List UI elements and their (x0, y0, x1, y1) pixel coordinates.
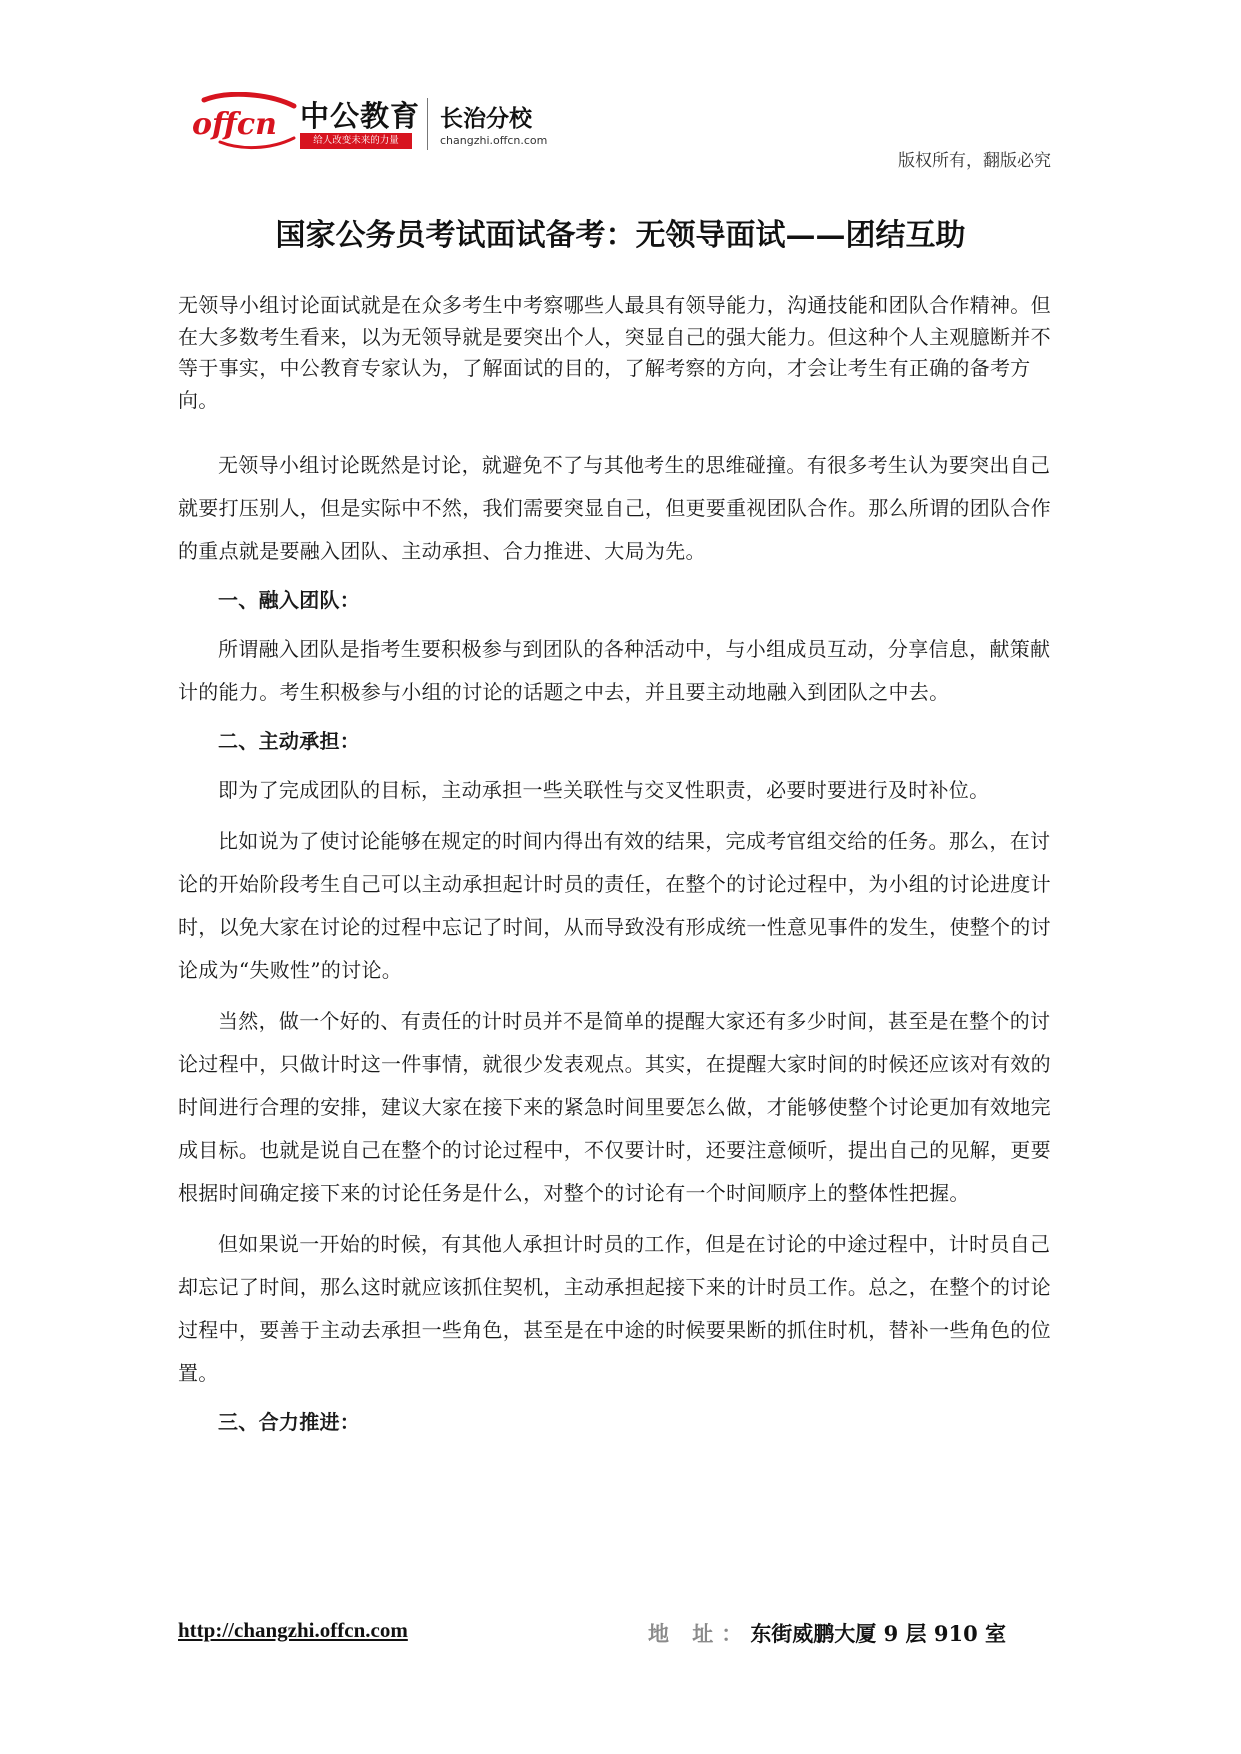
section-heading: 二、主动承担： (218, 729, 361, 753)
section-heading: 一、融入团队： (218, 588, 361, 612)
article-body (178, 290, 1060, 1450)
footer-address (648, 1618, 1006, 1648)
logo-slogan: 给人改变未来的力量 (300, 133, 412, 149)
section-heading: 三、合力推进： (218, 1410, 361, 1434)
page-footer (178, 1618, 1078, 1650)
footer-website-link[interactable]: http://changzhi.offcn.com (178, 1618, 408, 1642)
footer-address-value: 东街威鹏大厦 9 层 910 室 (750, 1621, 1007, 1646)
intro-paragraph: 无领导小组讨论面试就是在众多考生中考察哪些人最具有领导能力，沟通技能和团队合作精神。但在大多数考生看来，以为无领导就是要突出个人，突显自己的强大能力。但这种个人主观臆断并不等于事实，中公教育专家认为，了解面试的目的，了解考察的方向，才会让考生有正确的备考方向。 (178, 293, 1051, 412)
document-title: 国家公务员考试面试备考：无领导面试——团结互助 (275, 218, 966, 253)
body-paragraph: 但如果说一开始的时候，有其他人承担计时员的工作，但是在讨论的中途过程中，计时员自己却忘记了时间，那么这时就应该抓住契机，主动承担起接下来的计时员工作。总之，在整个的讨论过程中，要善于主动去承担一些角色，甚至是在中途的时候要果断的抓住时机，替补一些角色的位置。 (178, 1232, 1051, 1385)
branch-name: 长治分校 (440, 106, 532, 132)
body-paragraph: 当然，做一个好的、有责任的计时员并不是简单的提醒大家还有多少时间，甚至是在整个的讨论过程中，只做计时这一件事情，就很少发表观点。其实，在提醒大家时间的时候还应该对有效的时间进行合理的安排，建议大家在接下来的紧急时间里要怎么做，才能够使整个讨论更加有效地完成目标。也就是说自己在整个的讨论过程中，不仅要计时，还要注意倾听，提出自己的见解，更要根据时间确定接下来的讨论任务是什么，对整个的讨论有一个时间顺序上的整体性把握。 (178, 1009, 1051, 1205)
logo-brand-name: 中公教育 (300, 99, 421, 133)
body-paragraph: 比如说为了使讨论能够在规定的时间内得出有效的结果，完成考官组交给的任务。那么，在讨论的开始阶段考生自己可以主动承担起计时员的责任，在整个的讨论过程中，为小组的讨论进度计时，以免大家在讨论的过程中忘记了时间，从而导致没有形成统一性意见事件的发生，使整个的讨论成为“失败性”的讨论。 (178, 829, 1051, 982)
footer-address-label: 地 址： (648, 1621, 751, 1646)
body-paragraph: 即为了完成团队的目标，主动承担一些关联性与交叉性职责，必要时要进行及时补位。 (218, 778, 990, 802)
branch-url[interactable]: changzhi.offcn.com (440, 134, 548, 147)
body-paragraph: 所谓融入团队是指考生要积极参与到团队的各种活动中，与小组成员互动，分享信息，献策献计的能力。考生积极参与小组的讨论的话题之中去，并且要主动地融入到团队之中去。 (178, 637, 1051, 704)
body-paragraph: 无领导小组讨论既然是讨论，就避免不了与其他考生的思维碰撞。有很多考生认为要突出自己就要打压别人，但是实际中不然，我们需要突显自己，但更要重视团队合作。那么所谓的团队合作的重点就是要融入团队、主动承担、合力推进、大局为先。 (178, 453, 1051, 563)
svg-text:offcn: offcn (192, 107, 277, 142)
offcn-logo[interactable] (190, 92, 420, 154)
offcn-logo-mark-icon (190, 92, 300, 154)
copyright-notice: 版权所有，翻版必究 (898, 151, 1051, 171)
logo-divider (427, 98, 428, 150)
